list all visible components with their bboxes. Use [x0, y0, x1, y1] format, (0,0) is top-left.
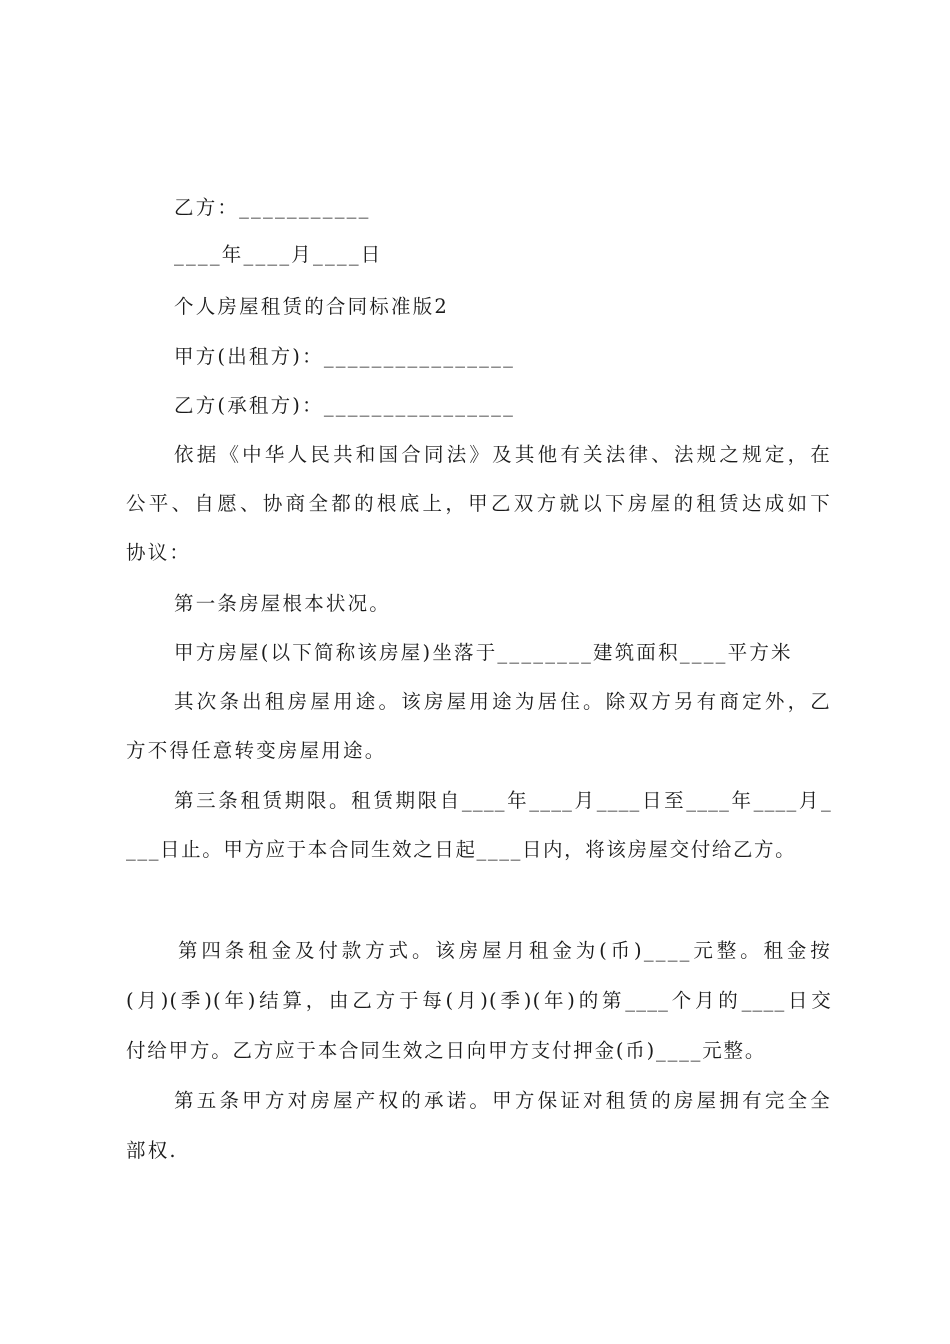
article-3-line-2: ___日止。甲方应于本合同生效之日起____日内，将该房屋交付给乙方。	[126, 838, 797, 861]
article-2-line-2: 方不得任意转变房屋用途。	[126, 739, 387, 762]
article-4-line-1: 第四条租金及付款方式。该房屋月租金为(币)____元整。租金按	[178, 939, 832, 962]
preamble-line-1: 依据《中华人民共和国合同法》及其他有关法律、法规之规定，在	[174, 443, 832, 466]
article-1-heading: 第一条房屋根本状况。	[174, 592, 392, 615]
party-b-line: 乙方(承租方)：________________	[174, 394, 516, 417]
article-5-line-2: 部权.	[126, 1139, 178, 1162]
preamble-line-2: 公平、自愿、协商全都的根底上，甲乙双方就以下房屋的租赁达成如下	[126, 492, 832, 515]
date-line: ____年____月____日	[174, 243, 383, 266]
contract-title: 个人房屋租赁的合同标准版2	[174, 295, 450, 318]
article-3-line-1: 第三条租赁期限。租赁期限自____年____月____日至____年____月_	[174, 789, 832, 812]
preamble-line-3: 协议：	[126, 541, 192, 564]
party-b-signature-line: 乙方：___________	[174, 196, 371, 219]
article-5-line-1: 第五条甲方对房屋产权的承诺。甲方保证对租赁的房屋拥有完全全	[174, 1089, 832, 1112]
party-a-line: 甲方(出租方)：________________	[174, 345, 516, 368]
article-4-line-2: (月)(季)(年)结算，由乙方于每(月)(季)(年)的第____个月的____日交	[126, 989, 832, 1012]
article-2-line-1: 其次条出租房屋用途。该房屋用途为居住。除双方另有商定外，乙	[174, 690, 832, 713]
article-1-text: 甲方房屋(以下简称该房屋)坐落于________建筑面积____平方米	[174, 641, 793, 664]
article-4-line-3: 付给甲方。乙方应于本合同生效之日向甲方支付押金(币)____元整。	[126, 1039, 767, 1062]
